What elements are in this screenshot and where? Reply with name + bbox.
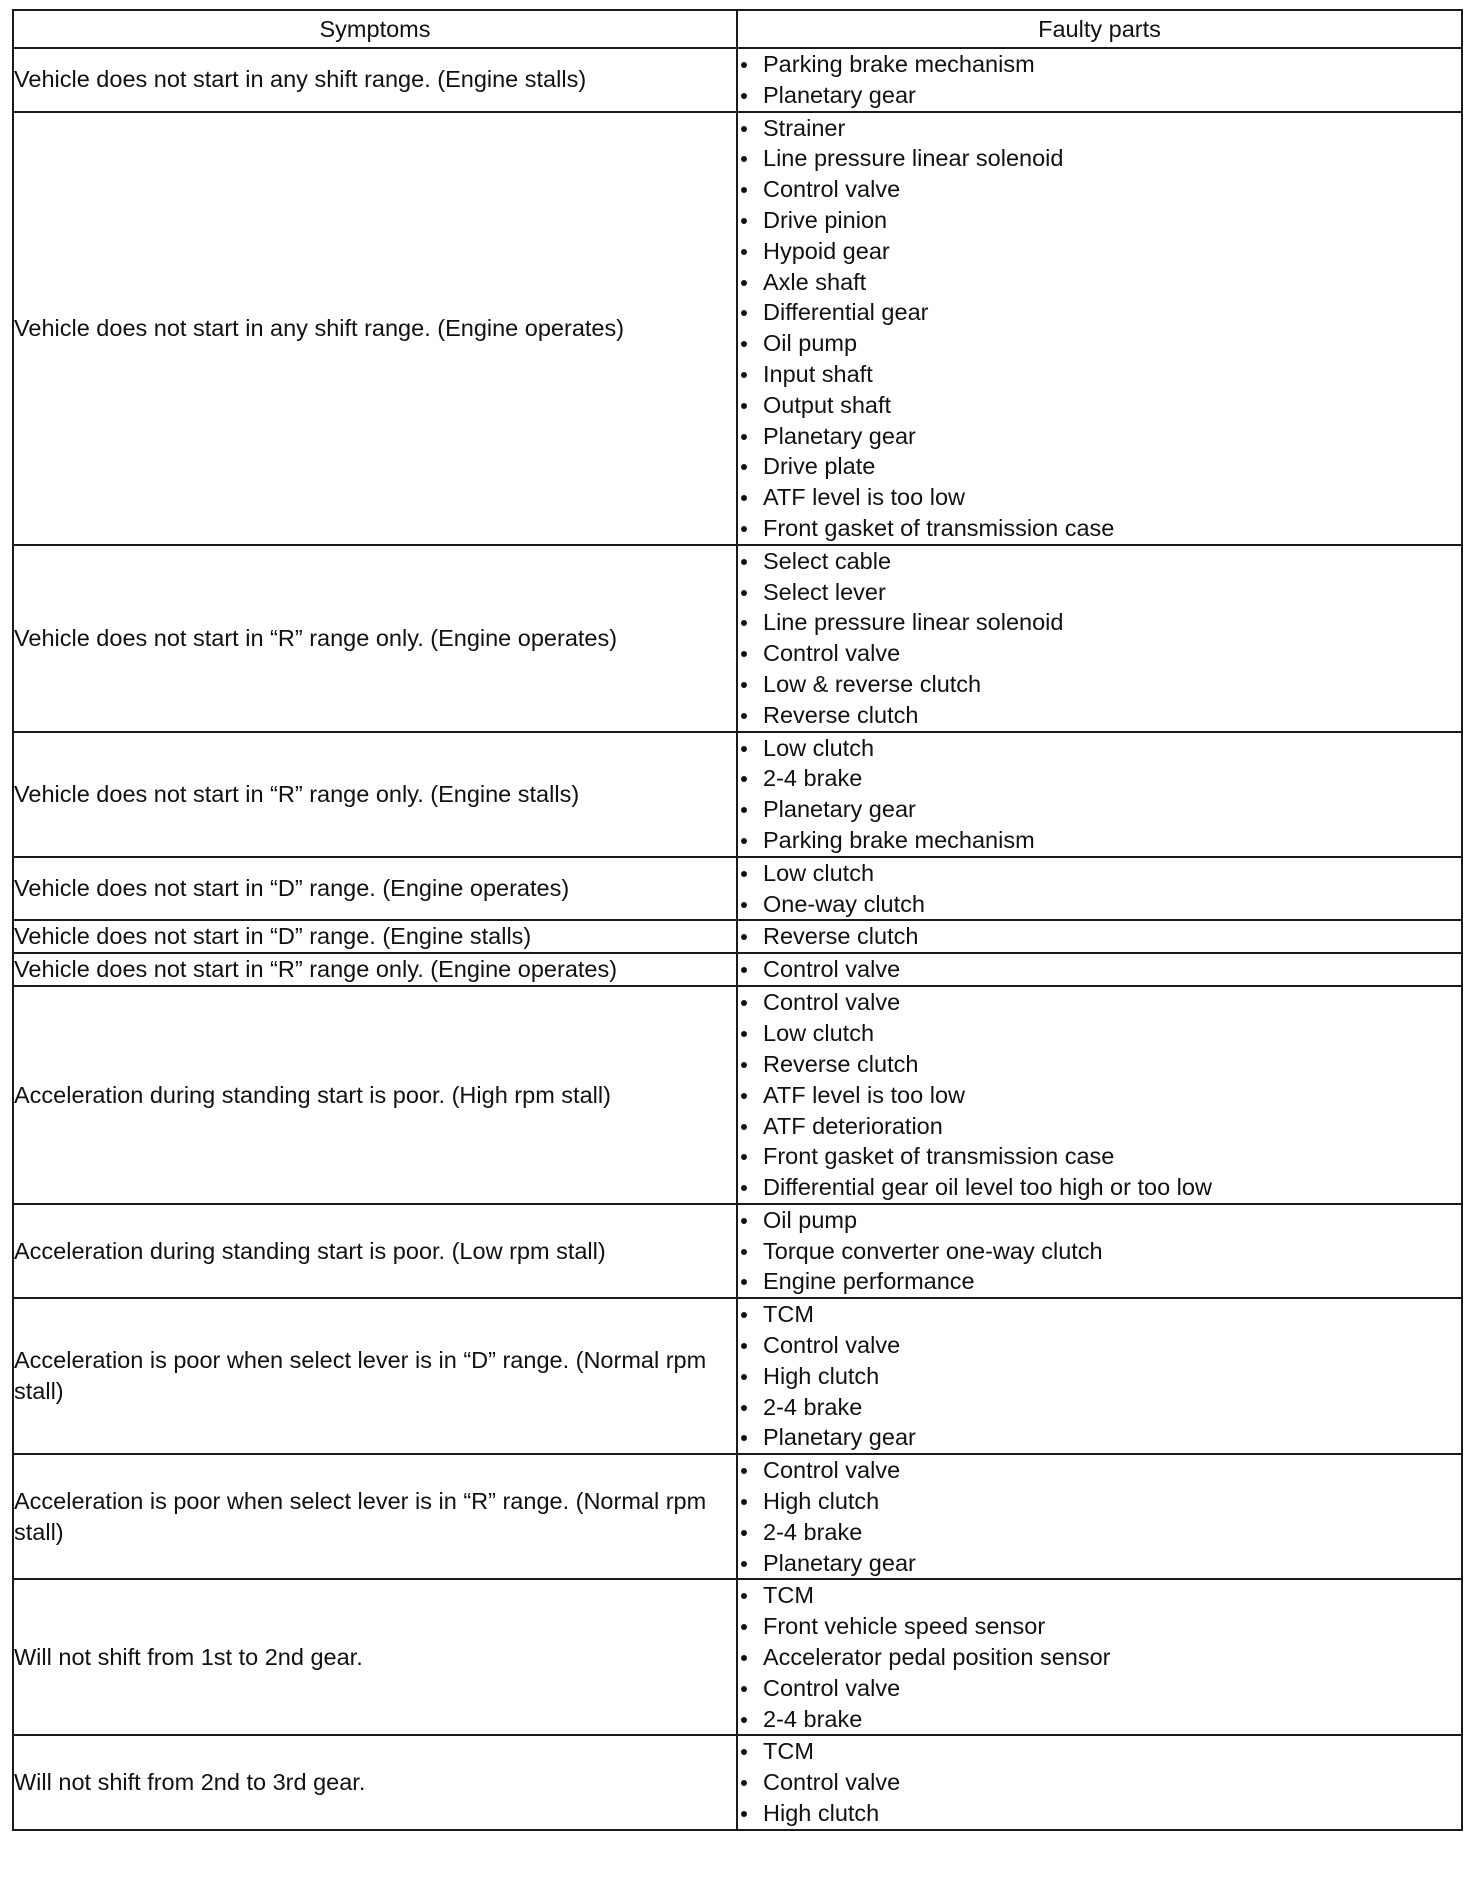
faulty-part-item: Planetary gear (738, 421, 1461, 452)
table-row (13, 920, 1462, 953)
faulty-part-item: TCM (738, 1580, 1461, 1611)
faulty-part-item: Reverse clutch (738, 700, 1461, 731)
faulty-part-item: 2-4 brake (738, 1517, 1461, 1548)
faulty-part-item: Drive plate (738, 451, 1461, 482)
faulty-part-item: High clutch (738, 1486, 1461, 1517)
faulty-parts-cell (737, 986, 1462, 1204)
faulty-parts-list (738, 921, 1461, 952)
table-header-row (13, 10, 1462, 48)
symptom-cell: Vehicle does not start in any shift range. (Engine stalls) (13, 48, 737, 112)
faulty-part-item: Output shaft (738, 390, 1461, 421)
faulty-parts-list (738, 987, 1461, 1203)
faulty-part-item: Oil pump (738, 328, 1461, 359)
faulty-part-item: Front gasket of transmission case (738, 1141, 1461, 1172)
faulty-part-item: Strainer (738, 113, 1461, 144)
faulty-parts-list (738, 1455, 1461, 1578)
faulty-part-item: Drive pinion (738, 205, 1461, 236)
faulty-part-item: Control valve (738, 1330, 1461, 1361)
faulty-part-item: Planetary gear (738, 80, 1461, 111)
table-row (13, 953, 1462, 986)
symptom-cell: Vehicle does not start in “D” range. (Engine operates) (13, 857, 737, 921)
table-row (13, 112, 1462, 545)
faulty-parts-cell (737, 953, 1462, 986)
faulty-part-item: 2-4 brake (738, 1704, 1461, 1735)
faulty-parts-cell (737, 920, 1462, 953)
faulty-part-item: One-way clutch (738, 889, 1461, 920)
faulty-parts-list (738, 954, 1461, 985)
symptoms-column-header: Symptoms (13, 10, 737, 48)
table-row (13, 48, 1462, 112)
faulty-parts-list (738, 858, 1461, 920)
faulty-part-item: ATF level is too low (738, 482, 1461, 513)
faulty-part-item: Torque converter one-way clutch (738, 1236, 1461, 1267)
faulty-parts-list (738, 733, 1461, 856)
faulty-part-item: ATF deterioration (738, 1111, 1461, 1142)
faulty-parts-cell (737, 1735, 1462, 1829)
table-row (13, 986, 1462, 1204)
faulty-part-item: Axle shaft (738, 267, 1461, 298)
faulty-parts-list (738, 546, 1461, 731)
table-row (13, 1204, 1462, 1298)
document-page (12, 9, 1461, 1831)
faulty-parts-cell (737, 1579, 1462, 1735)
faulty-part-item: High clutch (738, 1361, 1461, 1392)
faulty-part-item: Planetary gear (738, 1548, 1461, 1579)
table-row (13, 1454, 1462, 1579)
faulty-parts-column-header: Faulty parts (737, 10, 1462, 48)
faulty-part-item: Parking brake mechanism (738, 825, 1461, 856)
faulty-parts-list (738, 1736, 1461, 1828)
faulty-parts-cell (737, 1454, 1462, 1579)
faulty-part-item: Accelerator pedal position sensor (738, 1642, 1461, 1673)
symptom-cell: Acceleration is poor when select lever is in “R” range. (Normal rpm stall) (13, 1454, 737, 1579)
table-row (13, 545, 1462, 732)
faulty-part-item: TCM (738, 1299, 1461, 1330)
symptom-cell: Vehicle does not start in “R” range only. (Engine stalls) (13, 732, 737, 857)
faulty-parts-cell (737, 732, 1462, 857)
symptom-cell: Vehicle does not start in any shift range. (Engine operates) (13, 112, 737, 545)
faulty-parts-cell (737, 112, 1462, 545)
faulty-part-item: Control valve (738, 987, 1461, 1018)
faulty-part-item: Engine performance (738, 1266, 1461, 1297)
table-row (13, 1298, 1462, 1454)
faulty-parts-list (738, 113, 1461, 544)
faulty-parts-list (738, 1205, 1461, 1297)
faulty-part-item: Hypoid gear (738, 236, 1461, 267)
faulty-part-item: Control valve (738, 954, 1461, 985)
faulty-part-item: Reverse clutch (738, 1049, 1461, 1080)
symptom-cell: Will not shift from 2nd to 3rd gear. (13, 1735, 737, 1829)
table-row (13, 1735, 1462, 1829)
faulty-part-item: Control valve (738, 174, 1461, 205)
symptom-cell: Acceleration is poor when select lever is in “D” range. (Normal rpm stall) (13, 1298, 737, 1454)
faulty-parts-cell (737, 857, 1462, 921)
faulty-parts-cell (737, 545, 1462, 732)
symptom-cell: Vehicle does not start in “D” range. (Engine stalls) (13, 920, 737, 953)
faulty-part-item: Control valve (738, 1673, 1461, 1704)
faulty-parts-list (738, 1299, 1461, 1453)
table-row (13, 857, 1462, 921)
faulty-part-item: Input shaft (738, 359, 1461, 390)
faulty-part-item: High clutch (738, 1798, 1461, 1829)
faulty-part-item: Low clutch (738, 1018, 1461, 1049)
faulty-parts-list (738, 49, 1461, 111)
faulty-part-item: TCM (738, 1736, 1461, 1767)
faulty-part-item: Differential gear oil level too high or too low (738, 1172, 1461, 1203)
faulty-part-item: Planetary gear (738, 1422, 1461, 1453)
symptoms-faulty-parts-table (12, 9, 1463, 1831)
faulty-part-item: Differential gear (738, 297, 1461, 328)
faulty-parts-cell (737, 48, 1462, 112)
faulty-parts-cell (737, 1204, 1462, 1298)
faulty-part-item: Low clutch (738, 733, 1461, 764)
faulty-part-item: Control valve (738, 1455, 1461, 1486)
table-body (13, 48, 1462, 1830)
faulty-part-item: Planetary gear (738, 794, 1461, 825)
faulty-part-item: Reverse clutch (738, 921, 1461, 952)
symptom-cell: Vehicle does not start in “R” range only. (Engine operates) (13, 545, 737, 732)
faulty-part-item: Select cable (738, 546, 1461, 577)
faulty-part-item: Line pressure linear solenoid (738, 607, 1461, 638)
faulty-part-item: Control valve (738, 638, 1461, 669)
faulty-part-item: Front vehicle speed sensor (738, 1611, 1461, 1642)
faulty-part-item: Oil pump (738, 1205, 1461, 1236)
faulty-part-item: 2-4 brake (738, 763, 1461, 794)
faulty-part-item: Line pressure linear solenoid (738, 143, 1461, 174)
faulty-parts-list (738, 1580, 1461, 1734)
faulty-parts-cell (737, 1298, 1462, 1454)
symptom-cell: Acceleration during standing start is poor. (Low rpm stall) (13, 1204, 737, 1298)
faulty-part-item: Low & reverse clutch (738, 669, 1461, 700)
faulty-part-item: Control valve (738, 1767, 1461, 1798)
symptom-cell: Vehicle does not start in “R” range only. (Engine operates) (13, 953, 737, 986)
symptom-cell: Acceleration during standing start is poor. (High rpm stall) (13, 986, 737, 1204)
faulty-part-item: Parking brake mechanism (738, 49, 1461, 80)
faulty-part-item: Low clutch (738, 858, 1461, 889)
symptom-cell: Will not shift from 1st to 2nd gear. (13, 1579, 737, 1735)
table-row (13, 732, 1462, 857)
faulty-part-item: Select lever (738, 577, 1461, 608)
faulty-part-item: ATF level is too low (738, 1080, 1461, 1111)
table-row (13, 1579, 1462, 1735)
faulty-part-item: 2-4 brake (738, 1392, 1461, 1423)
faulty-part-item: Front gasket of transmission case (738, 513, 1461, 544)
